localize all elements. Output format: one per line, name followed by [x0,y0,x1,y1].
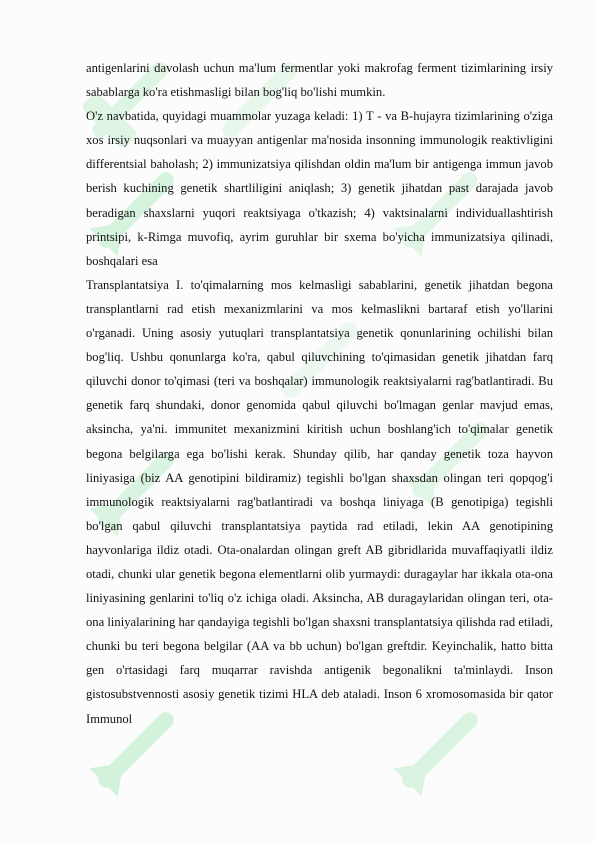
document-body [86,56,553,731]
paragraph-3: Transplantatsiya I. to'qimalarning mos kelmasligi sabablarini, genetik jihatdan begona transplantlarni rad etish mexanizmlarini va mos kelmaslikni bartaraf etish yo'llarini o'rganadi. Uning asosiy yutuqlari transplantatsiya genetik qonunlarining ochilishi bilan bog'liq. Ushbu qonunlarga ko'ra, qabul qiluvchining to'qimasidan genetik jihatdan farq qiluvchi donor to'qimasi (teri va boshqalar) immunologik reaktsiyalarni rag'batlantiradi. Bu genetik farq shundaki, donor genomida qabul qiluvchi bo'lmagan genlar mavjud emas, aksincha, ya'ni. immunitet mexanizmini kiritish uchun boshlang'ich to'qimalar genetik begona belgilarga ega bo'lishi kerak. Shunday qilib, har qanday genetik toza hayvon liniyasiga (biz AA genotipini bildiramiz) tegishli bo'lgan shaxsdan olingan teri qopqog'i immunologik reaktsiyalarni rag'batlantiradi va boshqa liniyaga (B genotipiga) tegishli bo'lgan qabul qiluvchi transplantatsiya paytida rad etiladi, lekin AA genotipining hayvonlariga ildiz otadi. Ota-onalardan olingan greft AB gibridlarida muvaffaqiyatli ildiz otadi, chunki ular genetik begona elementlarni olib yurmaydi: duragaylar har ikkala ota-ona liniyasining genlarini to'liq o'z ichiga oladi. Aksincha, AB duragaylaridan olingan teri, ota-ona liniyalarining har qandayiga tegishli bo'lgan shaxsni transplantatsiya qilishda rad etiladi, chunki bu teri begona belgilar (AA va bb uchun) bo'lgan greftdir. Keyinchalik, hatto bitta gen o'rtasidagi farq muqarrar ravishda antigenik begonalikni ta'minlaydi. Inson gistosubstvennosti asosiy genetik tizimi HLA deb ataladi. Inson 6 xromosomasida bir qator Immunol [86,277,553,726]
paragraph-2: O'z navbatida, quyidagi muammolar yuzaga keladi: 1) T - va B-hujayra tizimlarining o'ziga xos irsiy nuqsonlari va muayyan antigenlar ma'nosida insonning immunologik reaktivligini differentsial baholash; 2) immunizatsiya qilishdan oldin ma'lum bir antigenga immun javob berish kuchining genetik shartliligini aniqlash; 3) genetik jihatdan past darajada javob beradigan shaxslarni yuqori reaktsiyaga o'tkazish; 4) vaktsinalarni individuallashtirish printsipi, k-Rimga muvofiq, ayrim guruhlar bir sxema bo'yicha immunizatsiya qilinadi, boshqalari esa [86,109,553,268]
paragraph-1: antigenlarini davolash uchun ma'lum fermentlar yoki makrofag ferment tizimlarining irsiy sabablarga ko'ra etishmasligi bilan bog'liq bo'lishi mumkin. [86,61,553,100]
